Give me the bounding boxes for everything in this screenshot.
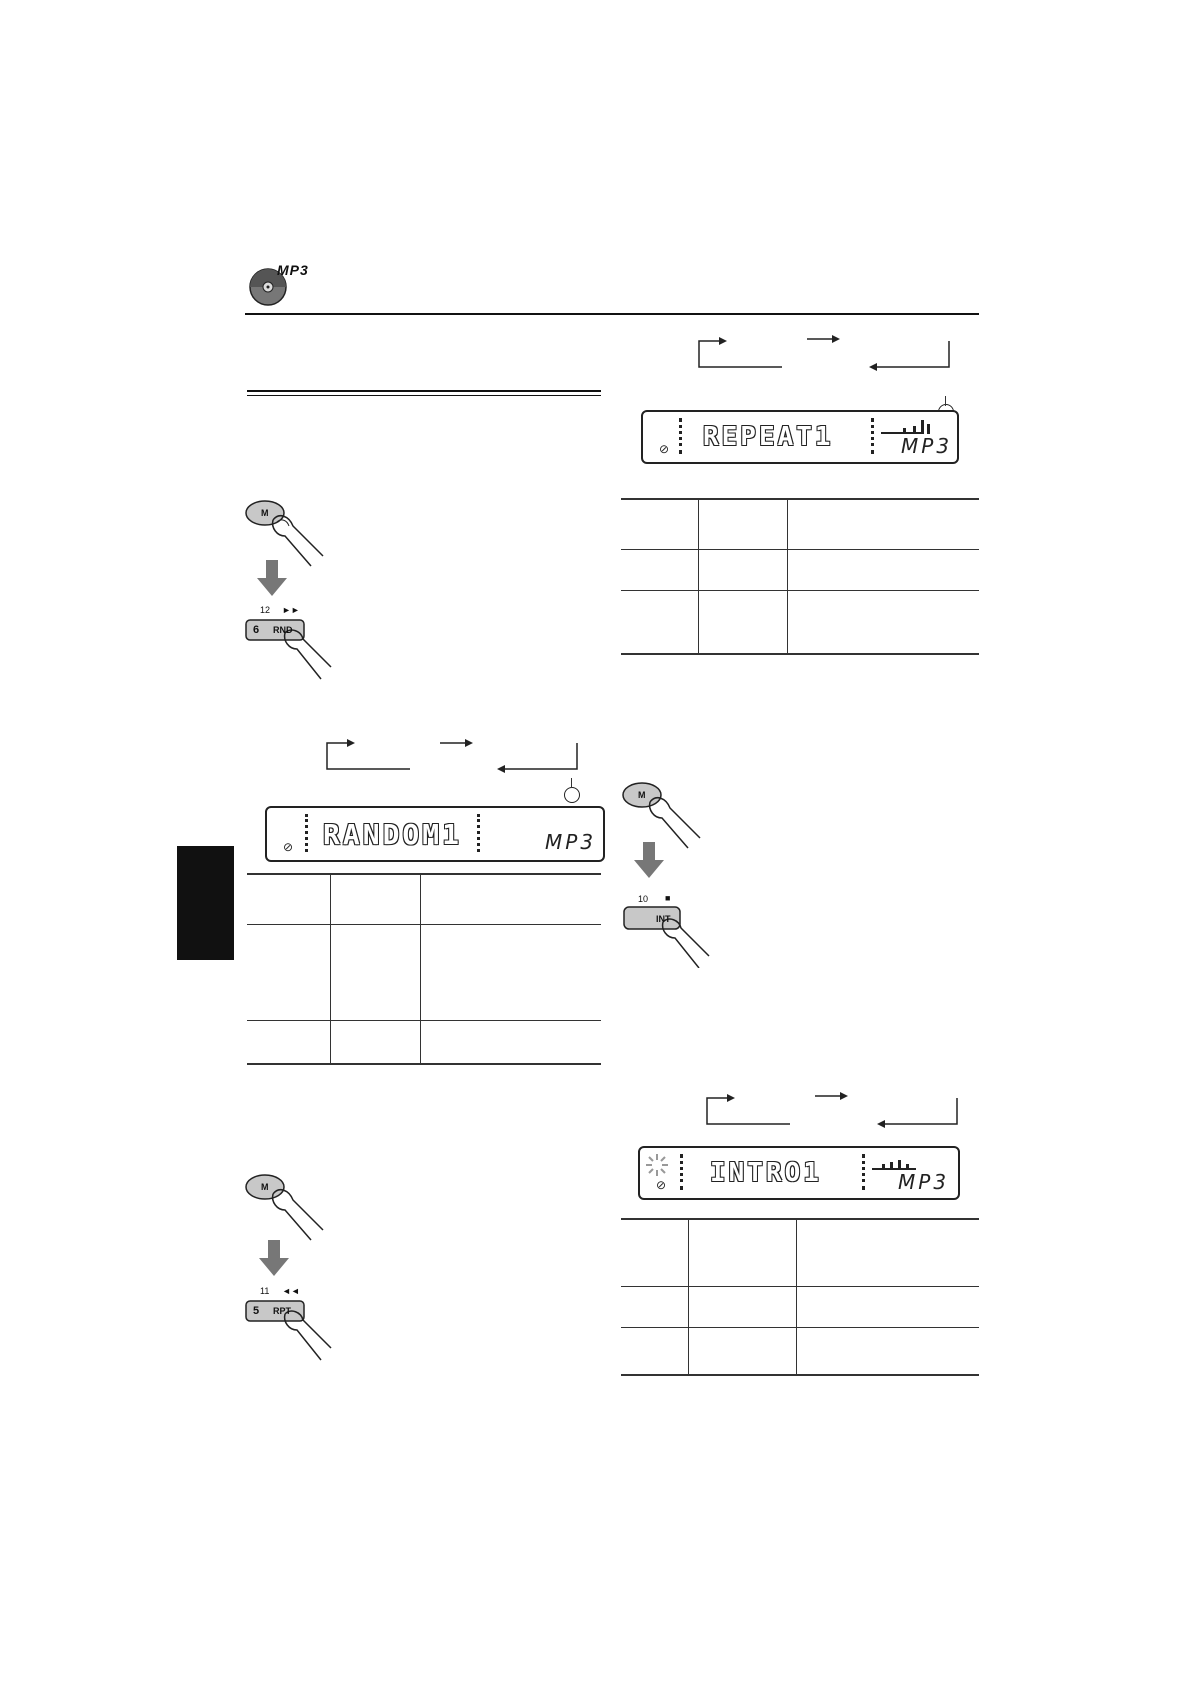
mode-cycle-diagram-intro [705, 1090, 965, 1130]
m-button-label: M [261, 508, 269, 518]
m-button-label: M [261, 1182, 269, 1192]
lcd-text-intro: INTRO1 [710, 1158, 822, 1188]
table-row [621, 1327, 979, 1376]
indicator-circle [564, 787, 580, 803]
stop-icon: ■ [665, 893, 671, 903]
lcd-level-bar [680, 1154, 686, 1190]
m-button-repeat[interactable] [245, 1172, 325, 1242]
int-button-top-number: 10 [638, 894, 649, 904]
int-button-label: INT [656, 914, 671, 924]
table-row [621, 1218, 979, 1287]
section-heading-rule-thin [247, 395, 601, 396]
lcd-level-bar [679, 418, 685, 454]
lcd-mp3-indicator: MP3 [545, 830, 597, 854]
table-row [247, 924, 601, 1021]
lcd-mp3-indicator: MP3 [901, 434, 953, 458]
table-row [247, 1020, 601, 1065]
down-arrow-icon [259, 1240, 289, 1276]
mode-cycle-diagram-random [325, 735, 585, 775]
m-button-label: M [638, 790, 646, 800]
rewind-icon: ◄◄ [282, 1286, 300, 1296]
lcd-text-repeat: REPEAT1 [703, 422, 834, 452]
table-row [621, 549, 979, 591]
repeat-mode-table [621, 498, 979, 655]
m-button-random[interactable] [245, 498, 325, 568]
m-button-intro[interactable] [622, 780, 702, 850]
int-button[interactable] [623, 906, 713, 968]
table-row [621, 590, 979, 655]
section-heading-rule [247, 390, 601, 392]
indicator-line [945, 396, 946, 406]
side-tab [177, 846, 234, 960]
lcd-display-intro [638, 1146, 960, 1200]
lcd-level-bar [305, 814, 311, 852]
lcd-display-repeat [641, 410, 959, 464]
down-arrow-icon [634, 842, 664, 878]
no-disc-icon: ⊘ [283, 840, 294, 854]
lcd-level-bar [477, 814, 483, 852]
rnd-button[interactable] [245, 619, 335, 681]
mp3-logo-text: MP3 [277, 262, 309, 278]
indicator-line [571, 778, 572, 788]
lcd-mp3-indicator: MP3 [898, 1170, 950, 1194]
table-row [247, 873, 601, 925]
header-rule [245, 313, 979, 315]
fast-forward-icon: ►► [282, 605, 300, 615]
rpt-button[interactable] [245, 1300, 335, 1362]
down-arrow-icon [257, 560, 287, 596]
lcd-display-random [265, 806, 605, 862]
no-disc-icon: ⊘ [659, 442, 670, 456]
rpt-button-label: RPT [273, 1306, 291, 1316]
intro-mode-table [621, 1218, 979, 1376]
rnd-button-number: 6 [253, 624, 260, 636]
table-row [621, 498, 979, 550]
rnd-button-label: RND [273, 625, 293, 635]
table-row [621, 1286, 979, 1328]
random-mode-table [247, 873, 601, 1065]
lcd-level-bar [871, 418, 877, 454]
lcd-level-bar [862, 1154, 868, 1190]
no-disc-icon: ⊘ [656, 1178, 667, 1192]
mode-cycle-diagram-repeat [697, 333, 957, 373]
rnd-button-top-number: 12 [260, 605, 271, 615]
rpt-button-number: 5 [253, 1305, 260, 1317]
lcd-text-random: RANDOM1 [323, 818, 463, 851]
rpt-button-top-number: 11 [260, 1286, 270, 1296]
blink-icon [644, 1152, 670, 1178]
